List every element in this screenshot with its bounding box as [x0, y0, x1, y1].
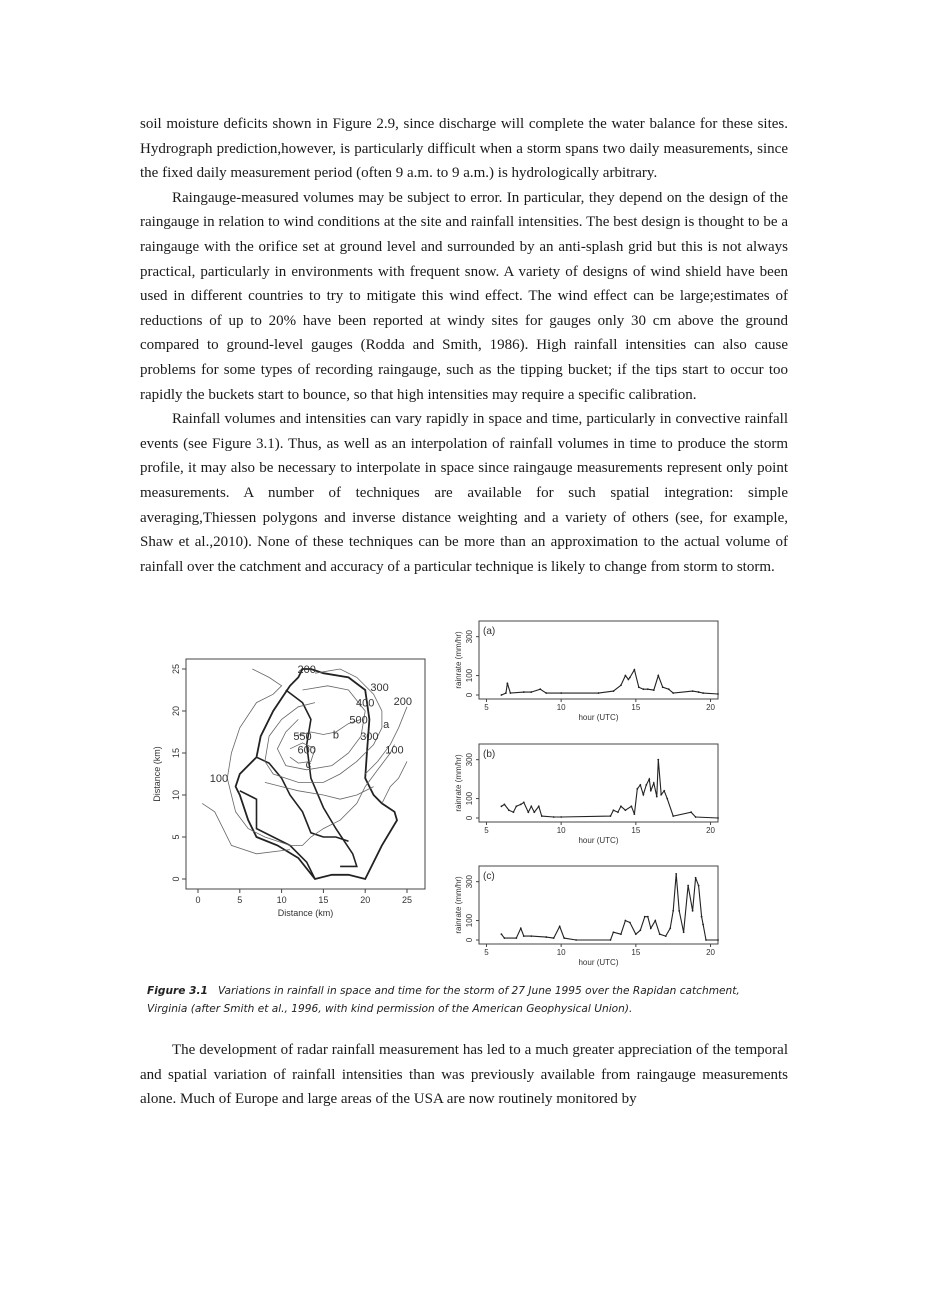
contour-label: 300 [360, 731, 379, 744]
figure-caption-text: Variations in rainfall in space and time for the storm of 27 June 1995 over the Rapidan catchment, Virginia (after Smith et al., 1996, with kind permission of the American Geophysical Union). [147, 985, 740, 1016]
contour-label: 300 [370, 682, 389, 695]
rainrate-point [508, 810, 510, 812]
rainrate-point [610, 939, 612, 941]
rainrate-point [515, 806, 517, 808]
rainrate-series-line [501, 760, 718, 818]
rainrate-point [620, 806, 622, 808]
rainrate-point [647, 689, 649, 691]
rainrate-point [624, 675, 626, 677]
rainrate-point [620, 934, 622, 936]
rainrate-point [702, 924, 704, 926]
map-x-tick-label: 0 [195, 895, 201, 906]
rainrate-point [653, 782, 655, 784]
panel-y-tick-label: 0 [465, 693, 474, 698]
panel-x-tick-label: 20 [706, 826, 715, 836]
contour-label: 100 [385, 744, 404, 757]
rainrate-point [668, 689, 670, 691]
rainrate-point [639, 930, 641, 932]
rainrate-point [575, 939, 577, 941]
rainrate-point [620, 685, 622, 687]
rainrate-point [702, 692, 704, 694]
figure-container [140, 607, 788, 977]
panel-y-tick-label: 300 [465, 630, 474, 644]
map-y-tick-label: 0 [171, 876, 181, 882]
rainrate-point [598, 692, 600, 694]
rainrate-point [672, 815, 674, 817]
rainrate-point [617, 812, 619, 814]
rainrate-point [717, 693, 719, 695]
rainrate-point [633, 669, 635, 671]
rainrate-point [660, 794, 662, 796]
contour-label: 500 [349, 714, 368, 727]
rainrate-point [717, 939, 719, 941]
rainrate-point [672, 692, 674, 694]
rainrate-point [560, 816, 562, 818]
panel-x-tick-label: 20 [706, 703, 715, 713]
rainrate-point [541, 815, 543, 817]
contour-label: a [383, 719, 390, 732]
rainrate-point [539, 689, 541, 691]
panel-label: (a) [483, 626, 496, 638]
rainrate-point [530, 935, 532, 937]
rainrate-point [624, 810, 626, 812]
rainfall-contour [202, 804, 290, 854]
rainrate-point [523, 802, 525, 804]
rainrate-point [695, 877, 697, 879]
rainrate-point [560, 692, 562, 694]
rainrate-point [648, 778, 650, 780]
rainrate-point [698, 691, 700, 693]
map-y-tick-label: 20 [171, 706, 181, 717]
rainrate-point [527, 812, 529, 814]
map-y-tick-label: 25 [171, 664, 181, 675]
rainrate-point [520, 804, 522, 806]
figure-label: Figure 3.1 [147, 985, 208, 998]
contour-label: b [332, 729, 340, 742]
rainrate-point [630, 806, 632, 808]
rainrate-point [638, 687, 640, 689]
rainrate-point [692, 690, 694, 692]
rainrate-point [559, 926, 561, 928]
rainrate-point [530, 806, 532, 808]
panel-y-label: rainrate (mm/hr) [454, 631, 463, 689]
map-y-label: Distance (km) [152, 746, 162, 803]
rainrate-point [563, 937, 565, 939]
map-x-tick-label: 15 [318, 895, 329, 906]
panel-y-tick-label: 100 [465, 669, 474, 683]
panel-x-tick-label: 5 [484, 703, 489, 713]
rainrate-point [624, 920, 626, 922]
panel-x-tick-label: 10 [556, 826, 566, 836]
rainrate-point [687, 885, 689, 887]
contour-label: 100 [209, 773, 229, 786]
rainrate-point [672, 910, 674, 912]
rainrate-point [635, 934, 637, 936]
rainfall-contour [382, 762, 407, 804]
contour-label: 200 [297, 664, 316, 677]
rainrate-point [553, 937, 555, 939]
rainrate-point [683, 932, 685, 934]
map-x-tick-label: 5 [237, 895, 243, 906]
panel-y-tick-label: 0 [465, 938, 474, 943]
map-y-tick-label: 15 [171, 748, 181, 759]
rainrate-point [509, 692, 511, 694]
rainrate-point [701, 916, 703, 918]
panel-x-tick-label: 5 [484, 948, 489, 958]
rainrate-point [669, 928, 671, 930]
rainrate-point [501, 694, 503, 696]
map-x-tick-label: 25 [401, 895, 413, 906]
rainrate-point [610, 815, 612, 817]
rainrate-point [629, 922, 631, 924]
rainrate-point [653, 690, 655, 692]
rainrate-point [553, 816, 555, 818]
contour-label: c [305, 759, 312, 772]
panel-y-tick-label: 0 [465, 816, 474, 821]
panel-x-label: hour (UTC) [578, 836, 619, 846]
paragraph-2: Raingauge-measured volumes may be subject to error. In particular, they depend on the design of the raingauge in relation to wind conditions at the site and rainfall intensities. The best design is thought to be a raingauge with the orifice set at ground level and surrounded by an anti-splash grid but this is not always practical, particularly in environments with frequent snow. A variety of designs of wind shield have been used in different countries to try to mitigate this wind effect. The wind effect can be large;estimates of reductions of up to 20% have been reported at windy sites for gauges only 30 cm above the ground compared to ground-level gauges (Rodda and Smith, 1986). High rainfall intensities can also cause problems for some types of recording raingauge, such as the tipping bucket; if the tips start to occur too rapidly the buckets start to bounce, so that high intensities may require a specific calibration. [140, 189, 788, 403]
map-x-label: Distance (km) [277, 908, 334, 919]
rainfall-contour [227, 669, 394, 845]
rainrate-point [613, 932, 615, 934]
panel-x-tick-label: 20 [706, 948, 715, 958]
rainrate-point [642, 689, 644, 691]
rainrate-point [545, 936, 547, 938]
rainrate-point [659, 934, 661, 936]
panel-y-tick-label: 300 [465, 753, 474, 767]
rainrate-point [506, 683, 508, 685]
rainrate-point [613, 690, 615, 692]
rainrate-point [629, 677, 631, 679]
rainrate-point [644, 916, 646, 918]
rainrate-point [692, 910, 694, 912]
panel-x-tick-label: 15 [631, 703, 641, 713]
rainrate-point [533, 812, 535, 814]
rainrate-point [538, 806, 540, 808]
rainrate-point [503, 804, 505, 806]
rainrate-point [501, 934, 503, 936]
rainrate-point [627, 679, 629, 681]
rainrate-point [695, 816, 697, 818]
rainrate-series-line [501, 670, 718, 695]
figure-caption [147, 982, 767, 1018]
rainrate-point [690, 812, 692, 814]
page-body [140, 112, 788, 1112]
map-y-tick-label: 10 [171, 790, 181, 801]
map-x-tick-label: 10 [276, 895, 287, 906]
panel-x-label: hour (UTC) [578, 958, 619, 968]
rainrate-point [515, 937, 517, 939]
panel-frame [479, 866, 718, 944]
panel-x-tick-label: 10 [556, 703, 566, 713]
rainrate-point [650, 928, 652, 930]
contour-label: 550 [293, 731, 312, 744]
rainrate-point [662, 687, 664, 689]
paragraph-4: The development of radar rainfall measurement has led to a much greater appreciation of the temporal and spatial variation of rainfall intensities than was previously available from raingauge measurements alone. Much of Europe and large areas of the USA are now routinely monitored by [140, 1042, 788, 1108]
panel-x-label: hour (UTC) [578, 713, 619, 723]
panel-x-tick-label: 15 [631, 826, 641, 836]
panel-label: (c) [483, 871, 495, 883]
rainrate-point [717, 817, 719, 819]
rainrate-point [512, 812, 514, 814]
rainrate-point [665, 935, 667, 937]
rainrate-point [613, 810, 615, 812]
rainrate-point [675, 873, 677, 875]
rainrate-point [663, 790, 665, 792]
map-y-tick-label: 5 [171, 834, 181, 840]
panel-y-tick-label: 100 [465, 914, 474, 928]
rainrate-point [647, 916, 649, 918]
rainrate-point [633, 813, 635, 815]
rainrate-point [678, 910, 680, 912]
panel-y-label: rainrate (mm/hr) [454, 754, 463, 812]
rainrate-point [639, 784, 641, 786]
panel-label: (b) [483, 749, 496, 761]
contour-label: 600 [297, 744, 316, 757]
rainrate-point [642, 794, 644, 796]
rainrate-point [698, 885, 700, 887]
rainrate-point [505, 692, 507, 694]
panel-y-tick-label: 300 [465, 875, 474, 889]
rainrate-point [530, 691, 532, 693]
rainrate-point [501, 806, 503, 808]
rainrate-point [520, 928, 522, 930]
panel-x-tick-label: 15 [631, 948, 641, 958]
map-x-tick-label: 20 [360, 895, 371, 906]
rainrate-point [656, 796, 658, 798]
rainrate-point [650, 790, 652, 792]
panel-x-tick-label: 5 [484, 826, 489, 836]
panel-y-label: rainrate (mm/hr) [454, 876, 463, 934]
rainrate-point [705, 939, 707, 941]
rainrate-point [654, 920, 656, 922]
rainrate-series-line [501, 874, 718, 940]
rainrate-point [657, 759, 659, 761]
rainrate-point [545, 692, 547, 694]
paragraph-1: soil moisture deficits shown in Figure 2.9, since discharge will complete the water balance for these sites. Hydrograph prediction,however, is particularly difficult when a storm spans two daily measurements, since the fixed daily measurement period (often 9 a.m. to 9 a.m.) is hydrologically arbitrary. [140, 116, 788, 182]
panel-y-tick-label: 100 [465, 792, 474, 806]
rainrate-point [503, 937, 505, 939]
contour-label: 400 [356, 697, 375, 710]
contour-label: 200 [393, 696, 412, 709]
panel-x-tick-label: 10 [556, 948, 566, 958]
rainrate-point [523, 691, 525, 693]
rainrate-point [657, 675, 659, 677]
rainrate-point [523, 935, 525, 937]
panel-frame [479, 621, 718, 699]
figure-3-1 [140, 607, 760, 977]
rainrate-point [636, 788, 638, 790]
rainrate-point [645, 784, 647, 786]
rainrate-point [666, 798, 668, 800]
paragraph-3: Rainfall volumes and intensities can vary rapidly in space and time, particularly in convective rainfall events (see Figure 3.1). Thus, as well as an interpolation of rainfall volumes in time to produce the storm profile, it may also be necessary to interpolate in space since raingauge measurements represent only point measurements. A number of techniques are available for such spatial integration: simple averaging,Thiessen polygons and inverse distance weighting and a variety of others (see, for example, Shaw et al.,2010). None of these techniques can be more than an approximation to the actual volume of rainfall over the catchment and accuracy of a particular technique is likely to change from storm to storm. [140, 411, 788, 575]
